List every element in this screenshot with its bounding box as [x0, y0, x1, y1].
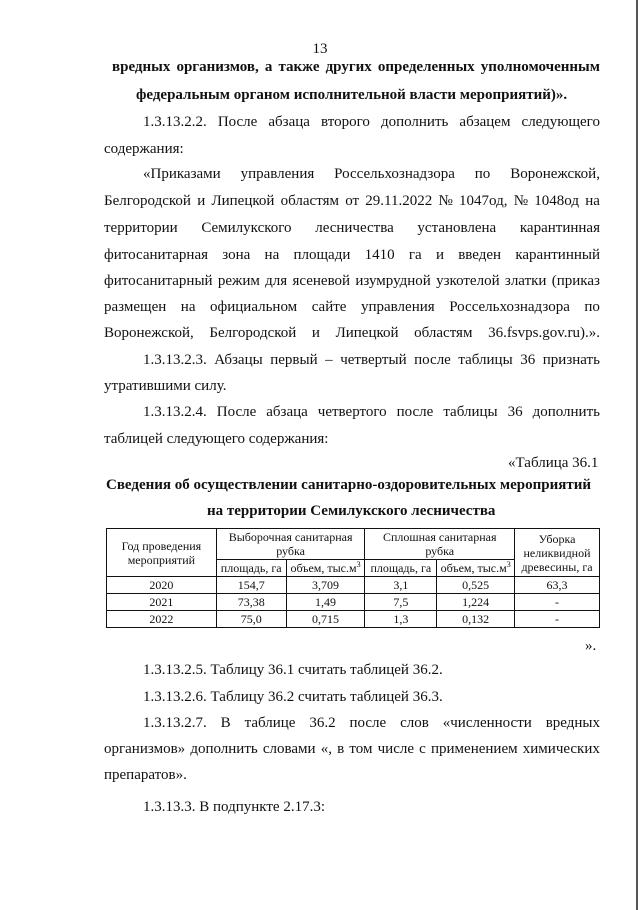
table-cell: 2021: [107, 594, 217, 611]
table-cell: 0,132: [437, 611, 515, 628]
quote-close: ».: [585, 638, 597, 654]
table-cell: 63,3: [515, 577, 600, 594]
paragraph-8: 1.3.13.3. В подпункте 2.17.3:: [143, 799, 326, 815]
paragraph-7-line-1: 1.3.13.2.7. В таблице 36.2 после слов «численности вредных: [143, 715, 600, 731]
header-volume: объем, $тыс.м^3$: [437, 560, 515, 577]
table-row: [107, 577, 600, 594]
table-reference: «Таблица 36.1: [508, 455, 599, 471]
header-area: площадь, га: [216, 560, 286, 577]
quote-line-4: фитосанитарная зона на площади 1410 га и введен карантинный: [104, 247, 600, 263]
paragraph-3-line-1: 1.3.13.2.3. Абзацы первый – четвертый после таблицы 36 признать: [143, 352, 600, 368]
table-header-row-1: [107, 529, 600, 560]
scan-edge: [636, 0, 638, 910]
table-cell: 154,7: [216, 577, 286, 594]
paragraph-5: 1.3.13.2.5. Таблицу 36.1 считать таблицей 36.2.: [143, 662, 443, 678]
header-clear-felling: Сплошная санитарная рубка: [365, 529, 515, 560]
quote-line-1: «Приказами управления Россельхознадзора по Воронежской,: [143, 166, 600, 182]
table-title-line-2: на территории Семилукского лесничества: [207, 503, 496, 519]
header-volume: объем, $тыс.м^3$: [286, 560, 365, 577]
table-cell: 1,49: [286, 594, 365, 611]
table-title-line-1: Сведения об осуществлении санитарно-оздоровительных мероприятий: [106, 477, 591, 493]
table-cell: -: [515, 594, 600, 611]
table-cell: 2020: [107, 577, 217, 594]
paragraph-4-line-1: 1.3.13.2.4. После абзаца четвертого после таблицы 36 дополнить: [143, 404, 600, 420]
heading-line-1: вредных организмов, а также других определенных уполномоченным: [112, 59, 600, 75]
quote-line-5: фитосанитарный режим для ясеневой изумрудной узкотелой златки (приказ: [104, 273, 600, 289]
table-row: [107, 594, 600, 611]
paragraph-7-line-2: организмов» дополнить словами «, в том числе с применением химических: [104, 741, 600, 757]
paragraph-7-line-3: препаратов».: [104, 767, 187, 783]
quote-line-2: Белгородской и Липецкой областям от 29.11.2022 № 1047од, № 1048од на: [104, 193, 600, 209]
page-number: 13: [312, 41, 328, 57]
header-cleanup: Уборка неликвидной древесины, га: [515, 529, 600, 577]
table-cell: 0,715: [286, 611, 365, 628]
header-area: площадь, га: [365, 560, 437, 577]
quote-line-6: размещен на официальном сайте управления Россельхознадзора по: [104, 299, 600, 315]
header-selective-felling: Выборочная санитарная рубка: [216, 529, 365, 560]
table-cell: -: [515, 611, 600, 628]
table-cell: 1,3: [365, 611, 437, 628]
paragraph-3-line-2: утратившими силу.: [104, 378, 227, 394]
header-year: Год проведения мероприятий: [107, 529, 217, 577]
table-row: [107, 611, 600, 628]
table-cell: 7,5: [365, 594, 437, 611]
table-cell: 73,38: [216, 594, 286, 611]
table-cell: 3,1: [365, 577, 437, 594]
paragraph-1-line-1: 1.3.13.2.2. После абзаца второго дополнить абзацем следующего: [143, 114, 600, 130]
paragraph-4-line-2: таблицей следующего содержания:: [104, 431, 329, 447]
paragraph-1-line-2: содержания:: [104, 141, 184, 157]
quote-line-7: Воронежской, Белгородской и Липецкой областям 36.fsvps.gov.ru).».: [104, 325, 600, 341]
table-cell: 3,709: [286, 577, 365, 594]
heading-line-2: федеральным органом исполнительной власти мероприятий)».: [136, 87, 568, 103]
table-cell: 0,525: [437, 577, 515, 594]
table-cell: 1,224: [437, 594, 515, 611]
table-cell: 75,0: [216, 611, 286, 628]
sanitary-measures-table: [106, 528, 600, 628]
table-cell: 2022: [107, 611, 217, 628]
quote-line-3: территории Семилукского лесничества установлена карантинная: [104, 220, 600, 236]
paragraph-6: 1.3.13.2.6. Таблицу 36.2 считать таблицей 36.3.: [143, 689, 443, 705]
